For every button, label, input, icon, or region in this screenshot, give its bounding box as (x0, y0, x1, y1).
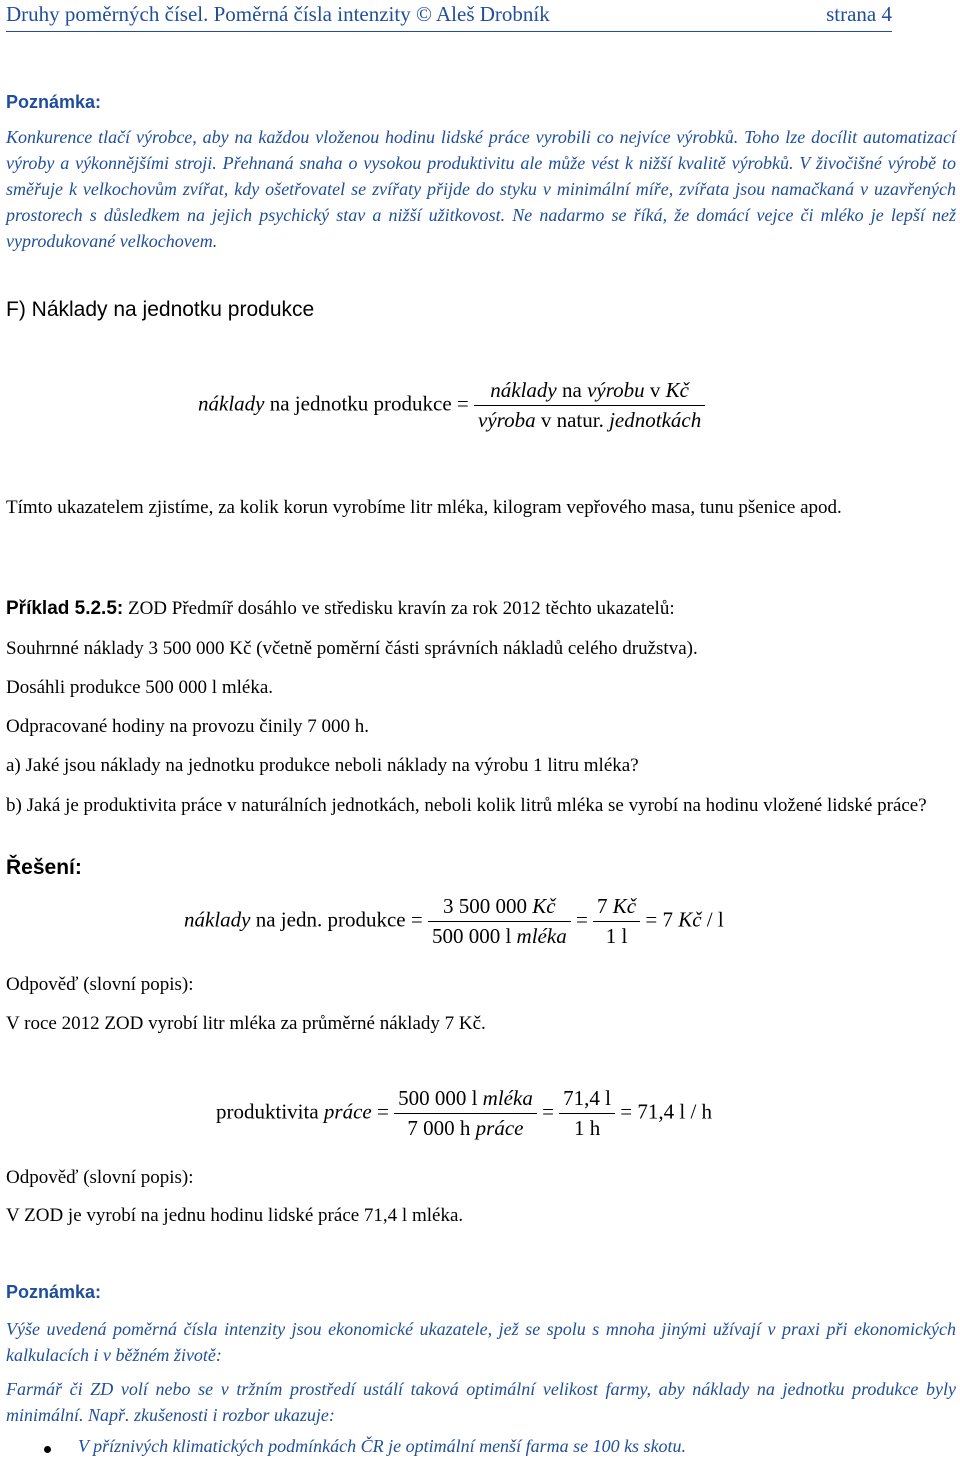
calc2-lhs-c: = (376, 1099, 389, 1124)
calc1-n1b: Kč (532, 894, 556, 918)
note-title: Poznámka: (6, 92, 102, 112)
calc2-den-2: 1 h (559, 1113, 615, 1141)
answer-label-1: Odpověď (slovní popis): (6, 974, 194, 995)
calc1-d1b: mléka (516, 924, 567, 948)
answer-2: V ZOD je vyrobí na jednu hodinu lidské práce 71,4 l mléka. (6, 1205, 464, 1226)
den-term-2: v natur. (540, 408, 604, 432)
calc1-lhs-b: na jedn. produkce = (255, 907, 423, 932)
formula-denominator (474, 405, 705, 433)
calc2-lhs-a: produktivita (216, 1099, 319, 1124)
calc1-lhs-a: náklady (184, 907, 251, 932)
calc1-num-1 (428, 894, 571, 921)
num-term-3: výrobu (587, 378, 645, 402)
solution-heading: Řešení: (6, 856, 82, 879)
formula-lhs-rest: na jednotku produkce = (269, 391, 469, 416)
num-term-2: na (562, 378, 582, 402)
formula-numerator (474, 378, 705, 405)
example-intro: ZOD Předmíř dosáhlo ve středisku kravín za rok 2012 těchto ukazatelů: (127, 598, 675, 619)
header-title: Druhy poměrných čísel. Poměrná čísla intenzity © Aleš Drobník (6, 2, 550, 26)
unit-cost-formula (198, 378, 705, 433)
calc2-fraction-1 (394, 1086, 537, 1141)
calc2-n1b: mléka (482, 1086, 533, 1110)
calc2-den-1 (394, 1113, 537, 1141)
den-term-1: výroba (478, 408, 536, 432)
example-label: Příklad 5.2.5: (6, 598, 124, 619)
calc2-lhs-b: práce (323, 1099, 372, 1124)
calc1-result-a: = 7 (645, 907, 673, 932)
calc2-d1b: práce (475, 1116, 524, 1140)
num-term-4: v (649, 378, 661, 402)
calc1-n2b: Kč (612, 894, 637, 918)
note-title-2: Poznámka: (6, 1282, 102, 1302)
page-number: strana 4 (826, 2, 892, 26)
calc1-equals: = (575, 907, 588, 932)
productivity-calculation (216, 1086, 712, 1141)
calc1-result-b: Kč (678, 907, 702, 932)
calc1-den-2: 1 l (593, 921, 640, 949)
calc2-fraction-2 (559, 1086, 615, 1141)
example-line-1: Souhrnné náklady 3 500 000 Kč (včetně poměrní části správních nákladů celého družstva). (6, 638, 698, 659)
calc1-n2a: 7 (597, 894, 608, 918)
note2-paragraph-1: Výše uvedená poměrná čísla intenzity jsou ekonomické ukazatele, jež se spolu s mnoha jinými užívají v praxi při ekonomických kalkulacích i v běžném životě: (6, 1319, 956, 1365)
num-term-5: Kč (665, 378, 689, 402)
calc2-n1a: 500 000 l (398, 1086, 478, 1110)
calc2-equals: = (542, 1099, 554, 1124)
calc2-num-2: 71,4 l (563, 1086, 612, 1110)
formula-explanation: Tímto ukazatelem zjistíme, za kolik korun vyrobíme litr mléka, kilogram vepřového masa, tunu pšenice apod. (6, 497, 842, 518)
note2-bullet-text: V příznivých klimatických podmínkách ČR je optimální menší farma se 100 ks skotu. (78, 1436, 687, 1456)
calc1-den-1 (428, 921, 571, 949)
den-term-3: jednotkách (609, 408, 702, 432)
bullet-icon (44, 1446, 51, 1453)
formula-lhs-naklady: náklady (198, 391, 265, 416)
note-text: Konkurence tlačí výrobce, aby na každou vloženou hodinu lidské práce vyrobili co nejvíce výrobků. Toho lze docílit automatizací výroby a výkonnějšími stroji. Přehnaná snaha o vysokou produktivitu ale může vést k nižší kvalitě výrobků. V živočišné výrobě to směřuje k velkochovům zvířat, kdy ošetřovatel se zvířaty přijde do styku v minimální míře, zvířata jsou namačkaná v uzavřených prostorech s důsledkem na jejich psychický stav a nižší užitkovost. Ne nadarmo se říká, že domácí vejce či mléko je lepší než vyprodukované velkochovem. (6, 127, 956, 251)
note2-paragraph-2: Farmář či ZD volí nebo se v tržním prostředí ustálí taková optimální velikost farmy, aby náklady na jednotku produkce byly minimální. Např. zkušenosti i rozbor ukazuje: (6, 1379, 956, 1425)
answer-1: V roce 2012 ZOD vyrobí litr mléka za průměrné náklady 7 Kč. (6, 1013, 486, 1034)
example-line-3: Odpracované hodiny na provozu činily 7 000 h. (6, 716, 370, 737)
example-line-2: Dosáhli produkce 500 000 l mléka. (6, 677, 274, 698)
formula-fraction (474, 378, 705, 433)
header-divider (6, 31, 892, 32)
num-term-1: náklady (490, 378, 557, 402)
calc1-fraction-2 (593, 894, 640, 949)
calc2-d1a: 7 000 h (407, 1116, 471, 1140)
calc1-result-c: / l (706, 907, 724, 932)
calc2-num-1 (394, 1086, 537, 1113)
example-heading (6, 598, 675, 620)
example-question-b: b) Jaká je produktivita práce v naturálních jednotkách, neboli kolik litrů mléka se vyrobí na hodinu vložené lidské práce? (6, 795, 927, 816)
answer-label-2: Odpověď (slovní popis): (6, 1167, 194, 1188)
section-heading: F) Náklady na jednotku produkce (6, 298, 315, 321)
calc2-result: = 71,4 l / h (620, 1099, 713, 1124)
calc1-fraction-1 (428, 894, 571, 949)
calc1-d1a: 500 000 l (431, 924, 512, 948)
calc1-num-2 (593, 894, 640, 921)
calc1-n1a: 3 500 000 (443, 894, 528, 918)
page-header (6, 2, 892, 30)
example-question-a: a) Jaké jsou náklady na jednotku produkce neboli náklady na výrobu 1 litru mléka? (6, 755, 639, 776)
unit-cost-calculation (184, 894, 724, 949)
